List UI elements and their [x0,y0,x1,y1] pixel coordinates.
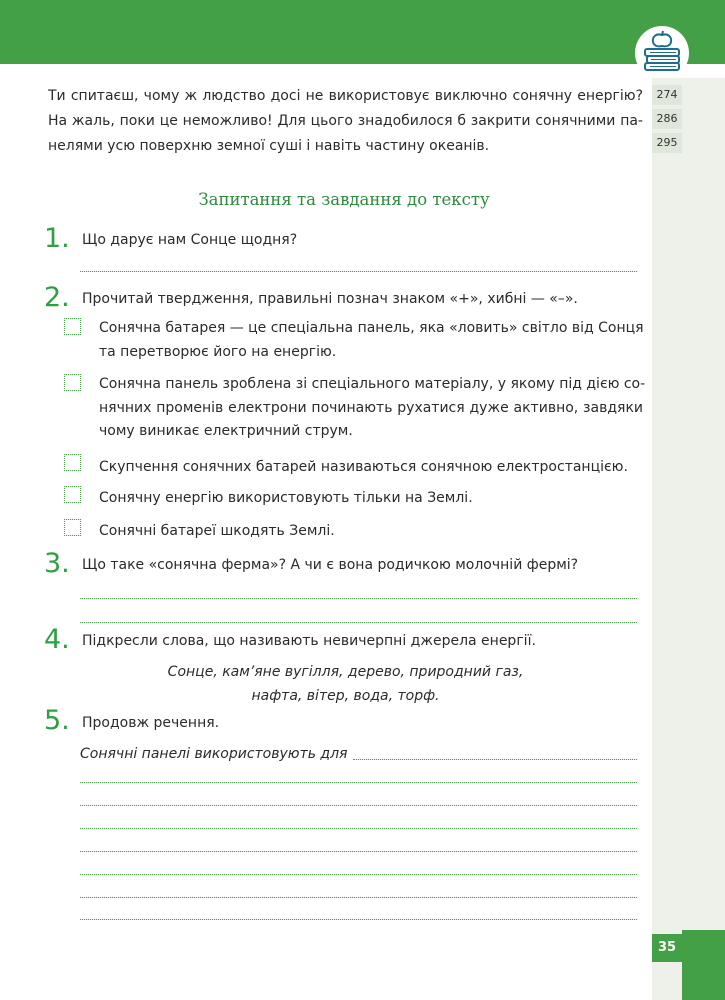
statement-line: нячних променів електрони починають рухатися дуже активно, завдяки [99,399,643,416]
section-title: Запитання та завдання до тексту [198,190,490,209]
statement-line: Скупчення сонячних батарей називаються сонячною електростанцією. [99,459,628,475]
statement-line: Сонячна батарея — це спеціальна панель, яка «ловить» світло від Сонця [99,320,644,336]
statement-line: чому виникає електричний струм. [99,423,353,439]
question-number: 1. [44,223,70,254]
statement [99,487,643,511]
answer-line[interactable] [80,828,637,829]
question-number: 3. [44,548,70,579]
book-stack-apple-icon [635,26,689,80]
footer-accent [682,930,725,1000]
answer-checkbox[interactable] [64,318,81,335]
question-number: 5. [44,705,70,736]
intro-line: На жаль, поки це неможливо! Для цього знадобилося б закрити сонячними па- [48,113,643,129]
word-list: нафта, вітер, вода, торф. [251,688,440,704]
answer-line[interactable] [80,805,637,806]
question-text: Що таке «сонячна ферма»? А чи є вона родичкою молочній фермі? [82,557,579,573]
statement [99,456,643,480]
statement [99,317,643,364]
word-list: Сонце, кам’яне вугілля, дерево, природний газ, [167,664,524,680]
question-text: Підкресли слова, що називають невичерпні джерела енергії. [82,633,536,649]
statement [99,373,646,444]
answer-line[interactable] [80,622,637,623]
answer-line[interactable] [80,897,637,898]
question-text: Продовж речення. [82,715,220,731]
word-count-badge: 274 [652,85,682,105]
side-margin-panel [652,78,725,1000]
answer-checkbox[interactable] [64,374,81,391]
question-number: 2. [44,282,70,313]
answer-checkbox[interactable] [64,486,81,503]
answer-line[interactable] [80,782,637,783]
intro-line: Ти спитаєш, чому ж людство досі не використовує виключно сонячну енергію? [48,88,643,104]
intro-paragraph [48,84,643,159]
header-bar [0,0,725,64]
answer-line[interactable] [80,919,637,920]
answer-line[interactable] [353,759,637,760]
word-count-badge: 286 [652,109,682,129]
answer-line[interactable] [80,598,637,599]
statement-line: Сонячна панель зроблена зі спеціального матеріалу, у якому під дією со- [99,376,646,392]
intro-line: нелями усю поверхню земної суші і навіть частину океанів. [48,138,490,154]
answer-line[interactable] [80,271,637,272]
answer-checkbox[interactable] [64,519,81,536]
question-text: Що дарує нам Сонце щодня? [82,232,298,248]
question-number: 4. [44,624,70,655]
statement [99,520,643,544]
question-text: Прочитай твердження, правильні познач знаком «+», хибні — «–». [82,291,578,307]
statement-line: Сонячну енергію використовують тільки на Землі. [99,490,473,506]
word-count-badge: 295 [652,133,682,153]
answer-line[interactable] [80,874,637,875]
answer-line[interactable] [80,851,637,852]
sentence-start: Сонячні панелі використовують для [80,746,348,762]
page-number: 35 [652,934,682,962]
statement-line: та перетворює його на енергію. [99,343,337,360]
answer-checkbox[interactable] [64,454,81,471]
statement-line: Сонячні батареї шкодять Землі. [99,523,335,539]
